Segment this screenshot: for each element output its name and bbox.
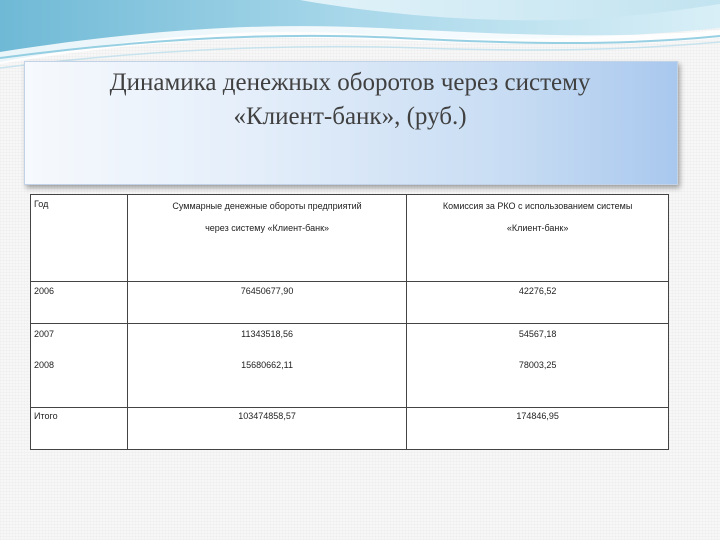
row-turnover: 103474858,57: [238, 411, 296, 421]
row-commission: 54567,18: [518, 329, 557, 339]
row-turnover: 76450677,90: [240, 286, 294, 296]
header-year: Год: [31, 195, 128, 282]
slide-title-line1: Динамика денежных оборотов через систему: [109, 69, 591, 96]
header-commission-line2: «Клиент-банк»: [506, 223, 569, 233]
header-turnover-line1: Суммарные денежные обороты предприятий: [172, 201, 362, 211]
header-commission: [407, 195, 669, 282]
table-header-row: [31, 195, 669, 282]
row-year: 2008: [34, 360, 55, 370]
row-commission: 78003,25: [518, 360, 557, 370]
row-commission: 174846,95: [516, 411, 559, 421]
table-row: [31, 324, 669, 408]
row-year: 2007: [34, 329, 55, 339]
header-commission-line1: Комиссия за РКО с использованием системы: [442, 201, 633, 211]
row-turnover: 15680662,11: [241, 360, 293, 370]
row-commission: 42276,52: [518, 286, 557, 296]
header-turnover: [127, 195, 406, 282]
row-year: Итого: [34, 411, 58, 421]
slide-title: [24, 66, 676, 134]
header-turnover-line2: через систему «Клиент-банк»: [205, 223, 330, 233]
row-year: 2006: [34, 286, 55, 296]
row-turnover: 11343518,56: [241, 329, 293, 339]
slide-title-line2: «Клиент-банк», (руб.): [233, 103, 467, 130]
table-row-total: [31, 408, 669, 450]
turnover-table: [30, 194, 669, 450]
